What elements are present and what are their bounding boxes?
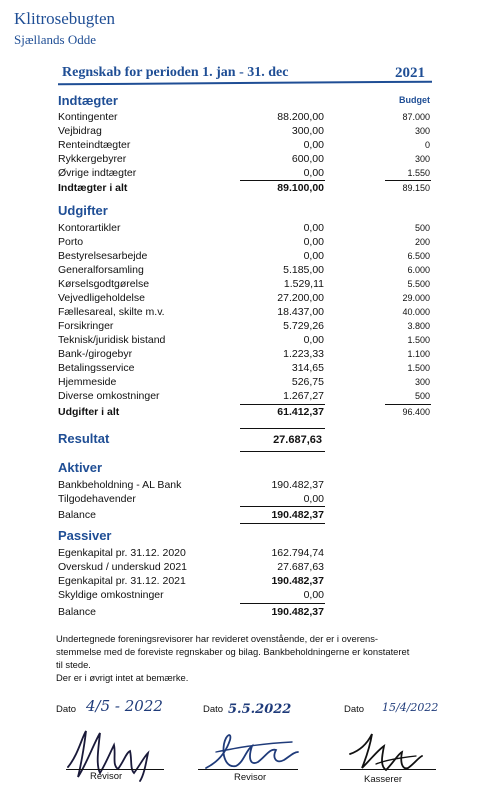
kasserer-signature — [342, 724, 442, 780]
row-amount: 27.200,00 — [277, 292, 324, 304]
row-label: Hjemmeside — [58, 376, 117, 388]
income-total-row — [58, 181, 433, 195]
audit-note-line: til stede. — [56, 659, 91, 670]
expense-row — [58, 263, 433, 277]
row-label: Kontorartikler — [58, 222, 121, 234]
liability-row — [58, 574, 433, 588]
date-label: Dato — [56, 704, 77, 715]
liabilities-section-title: Passiver — [58, 528, 112, 543]
row-label: Teknisk/juridisk bistand — [58, 334, 166, 346]
total-amount: 190.482,37 — [271, 606, 324, 618]
row-label: Fællesareal, skilte m.v. — [58, 306, 165, 318]
audit-note-line: stemmelse med de foreviste regnskaber og bilag. Bankbeholdningerne er konstateret — [56, 646, 410, 657]
row-label: Skyldige omkostninger — [58, 589, 164, 601]
row-amount: 0,00 — [303, 250, 324, 262]
income-row — [58, 138, 433, 152]
row-budget: 1.100 — [407, 349, 430, 359]
row-label: Bestyrelsesarbejde — [58, 250, 148, 262]
liabilities-total-row — [58, 605, 433, 619]
row-budget: 500 — [414, 391, 430, 401]
total-budget: 96.400 — [402, 407, 430, 417]
row-budget: 6.500 — [407, 251, 430, 261]
subtotal-rule — [240, 506, 325, 507]
expense-row — [58, 221, 433, 235]
row-amount: 314,65 — [291, 362, 324, 374]
report-year: 2021 — [395, 65, 425, 81]
expenses-section-title: Udgifter — [58, 203, 108, 218]
expense-row — [58, 389, 433, 403]
expense-row — [58, 249, 433, 263]
row-label: Vejvedligeholdelse — [58, 292, 145, 304]
row-amount: 190.482,37 — [271, 479, 324, 491]
row-amount: 1.223,33 — [283, 348, 324, 360]
expense-row — [58, 319, 433, 333]
row-amount: 5.729,26 — [283, 320, 324, 332]
total-amount: 190.482,37 — [271, 509, 324, 521]
income-section-title: Indtægter — [58, 93, 118, 108]
row-budget: 0 — [424, 140, 430, 150]
signature-line — [66, 769, 164, 770]
result-amount: 27.687,63 — [273, 434, 322, 446]
row-budget: 40.000 — [402, 307, 430, 317]
row-amount: 0,00 — [303, 589, 324, 601]
row-label: Porto — [58, 236, 84, 248]
audit-note-line: Undertegnede foreningsrevisorer har revideret ovenstående, der er i overens- — [56, 633, 379, 644]
row-budget: 3.800 — [407, 321, 430, 331]
row-label: Kontingenter — [58, 111, 118, 123]
row-budget: 500 — [414, 223, 430, 233]
report-period-title: Regnskab for perioden 1. jan - 31. dec — [62, 65, 289, 80]
row-amount: 190.482,37 — [271, 575, 324, 587]
budget-column-header: Budget — [399, 95, 430, 105]
signature-line — [198, 769, 298, 770]
total-label: Indtægter i alt — [58, 182, 128, 194]
row-label: Tilgodehavender — [58, 493, 136, 505]
asset-row — [58, 492, 433, 506]
row-amount: 18.437,00 — [277, 306, 324, 318]
liability-row — [58, 546, 433, 560]
balance-underline — [240, 523, 325, 524]
total-amount: 61.412,37 — [277, 406, 324, 418]
assets-total-row — [58, 508, 433, 522]
total-budget: 89.150 — [402, 183, 430, 193]
total-amount: 89.100,00 — [277, 182, 324, 194]
row-amount: 27.687,63 — [277, 561, 324, 573]
row-budget: 5.500 — [407, 279, 430, 289]
row-budget: 29.000 — [402, 293, 430, 303]
row-amount: 0,00 — [303, 334, 324, 346]
association-name: Klitrosebugten — [14, 9, 116, 28]
income-row — [58, 152, 433, 166]
total-label: Balance — [58, 606, 96, 618]
liability-row — [58, 560, 433, 574]
signature-role: Revisor — [234, 772, 267, 783]
row-budget: 1.500 — [407, 335, 430, 345]
row-label: Kørselsgodtgørelse — [58, 278, 150, 290]
expense-row — [58, 277, 433, 291]
expense-row — [58, 291, 433, 305]
expense-row — [58, 375, 433, 389]
row-budget: 1.500 — [407, 363, 430, 373]
row-amount: 1.529,11 — [283, 278, 324, 290]
signature-role: Revisor — [90, 771, 123, 782]
row-label: Diverse omkostninger — [58, 390, 160, 402]
row-amount: 300,00 — [291, 125, 324, 137]
row-amount: 0,00 — [303, 236, 324, 248]
handwritten-date: 5.5.2022 — [228, 702, 292, 717]
row-amount: 88.200,00 — [277, 111, 324, 123]
row-label: Betalingsservice — [58, 362, 135, 374]
result-rule — [240, 428, 325, 429]
expenses-total-row — [58, 405, 433, 419]
row-budget: 300 — [414, 154, 430, 164]
row-amount: 0,00 — [303, 139, 324, 151]
row-label: Vejbidrag — [58, 125, 102, 137]
audit-note-line: Der er i øvrigt intet at bemærke. — [56, 672, 189, 683]
association-location: Sjællands Odde — [14, 32, 96, 47]
row-budget: 87.000 — [402, 112, 430, 122]
row-label: Bank-/girogebyr — [58, 348, 133, 360]
date-label: Dato — [344, 704, 365, 715]
row-budget: 200 — [414, 237, 430, 247]
row-amount: 0,00 — [303, 222, 324, 234]
assets-section-title: Aktiver — [58, 460, 103, 475]
expense-row — [58, 235, 433, 249]
row-budget: 1.550 — [407, 168, 430, 178]
expense-row — [58, 305, 433, 319]
row-label: Egenkapital pr. 31.12. 2021 — [58, 575, 186, 587]
row-label: Generalforsamling — [58, 264, 144, 276]
handwritten-date: 4/5 - 2022 — [86, 697, 163, 715]
asset-row — [58, 478, 433, 492]
income-row — [58, 124, 433, 138]
row-amount: 0,00 — [303, 167, 324, 179]
row-label: Egenkapital pr. 31.12. 2020 — [58, 547, 186, 559]
result-label: Resultat — [58, 431, 110, 446]
signature-line — [340, 769, 436, 770]
subtotal-rule — [240, 603, 325, 604]
row-budget: 300 — [414, 377, 430, 387]
row-amount: 526,75 — [291, 376, 324, 388]
row-label: Bankbeholdning - AL Bank — [58, 479, 182, 491]
handwritten-date: 15/4/2022 — [382, 701, 439, 714]
header-underline — [58, 81, 432, 86]
expense-row — [58, 347, 433, 361]
row-budget: 6.000 — [407, 265, 430, 275]
row-amount: 162.794,74 — [271, 547, 324, 559]
income-row — [58, 166, 433, 180]
total-label: Balance — [58, 509, 96, 521]
liability-row — [58, 588, 433, 602]
date-label: Dato — [203, 704, 224, 715]
row-amount: 600,00 — [291, 153, 324, 165]
row-amount: 5.185,00 — [283, 264, 324, 276]
expense-row — [58, 333, 433, 347]
row-label: Øvrige indtægter — [58, 167, 137, 179]
row-amount: 0,00 — [303, 493, 324, 505]
row-label: Overskud / underskud 2021 — [58, 561, 187, 573]
row-amount: 1.267,27 — [283, 390, 324, 402]
signature-role: Kasserer — [364, 774, 403, 785]
result-underline — [240, 451, 325, 452]
total-label: Udgifter i alt — [58, 406, 120, 418]
expense-row — [58, 361, 433, 375]
row-label: Rykkergebyrer — [58, 153, 127, 165]
row-budget: 300 — [414, 126, 430, 136]
income-row — [58, 110, 433, 124]
row-label: Renteindtægter — [58, 139, 131, 151]
row-label: Forsikringer — [58, 320, 114, 332]
